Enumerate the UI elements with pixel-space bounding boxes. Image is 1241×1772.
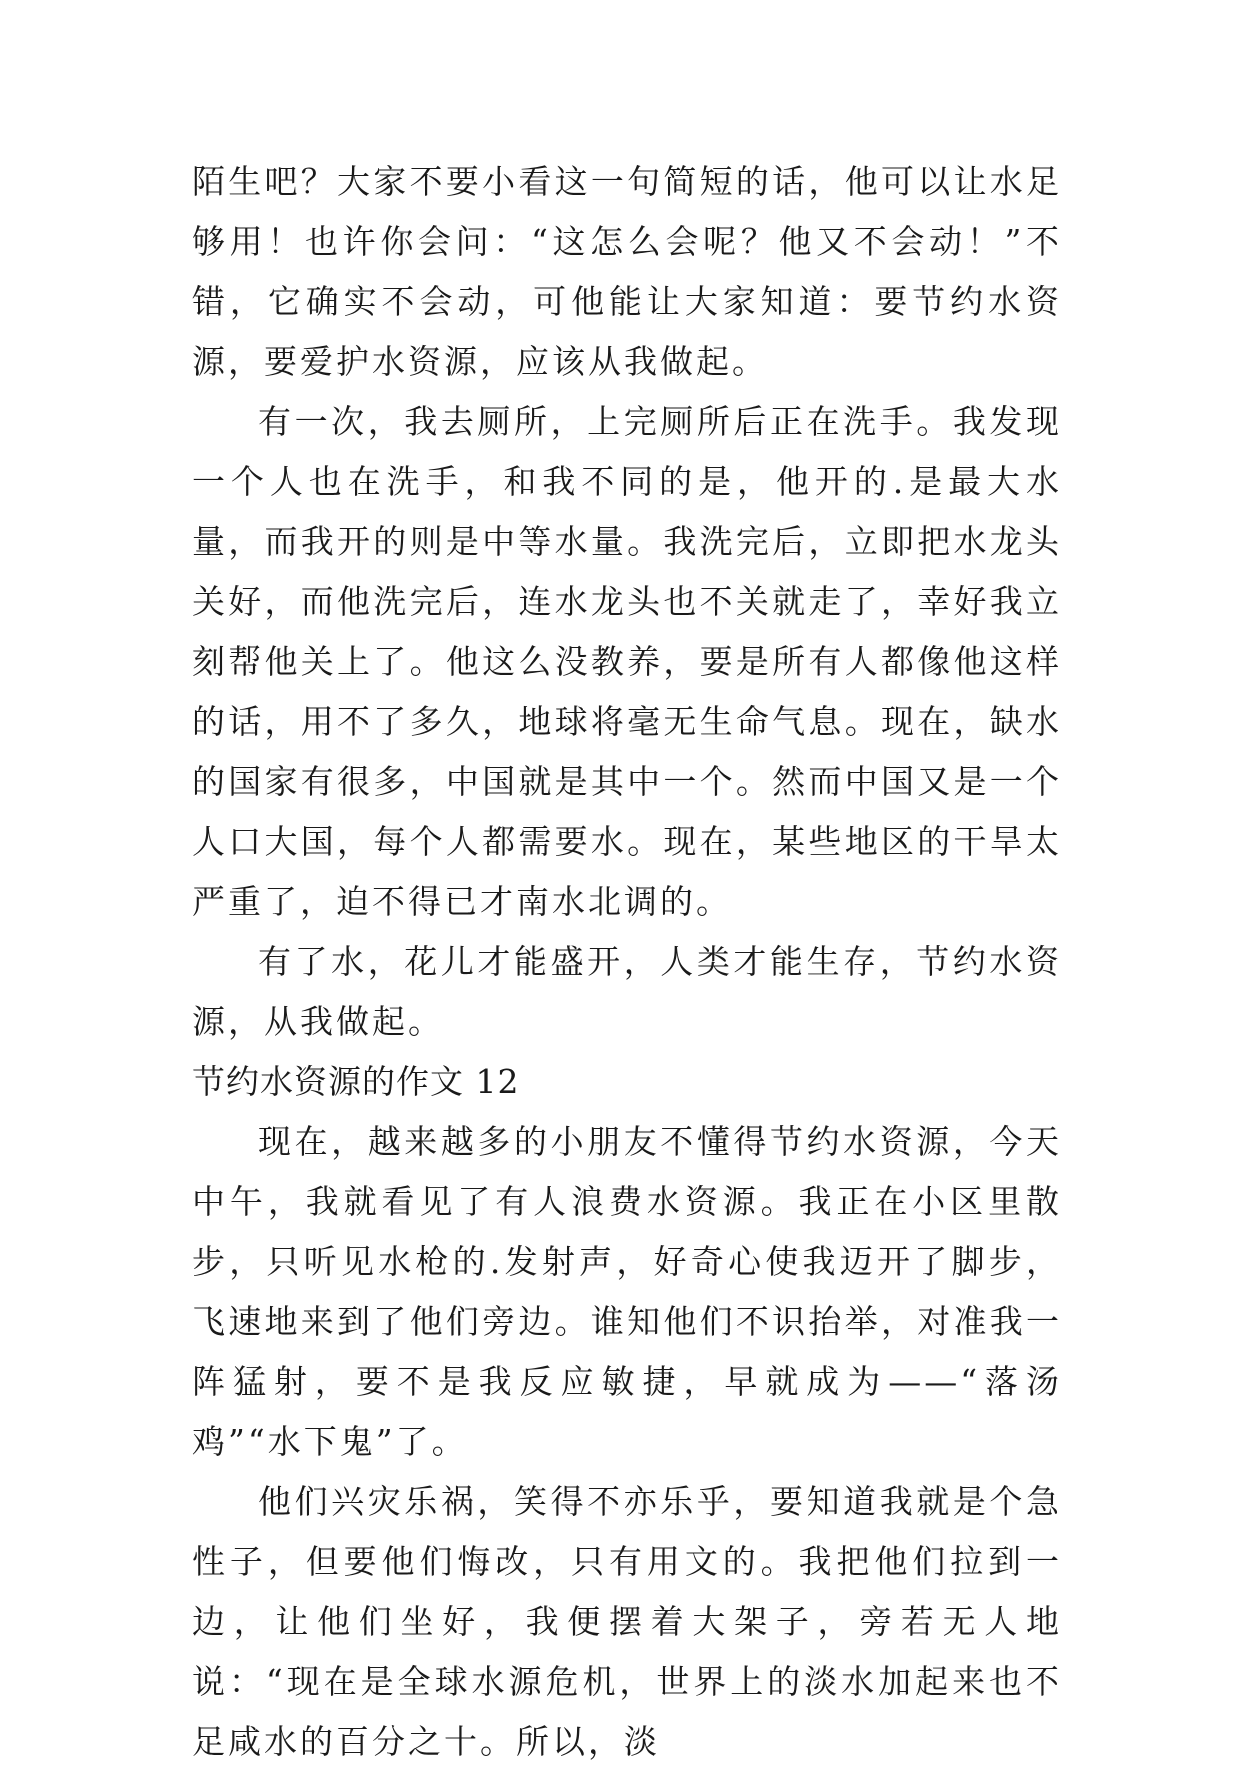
document-body <box>192 152 1062 1772</box>
paragraph-3: 有了水，花儿才能盛开，人类才能生存，节约水资源，从我做起。 <box>192 942 1062 1041</box>
section-heading: 节约水资源的作文 12 <box>192 1062 520 1101</box>
paragraph-2: 有一次，我去厕所，上完厕所后正在洗手。我发现一个人也在洗手，和我不同的是，他开的.是最大水量，而我开的则是中等水量。我洗完后，立即把水龙头关好，而他洗完后，连水龙头也不关就走了，幸好我立刻帮他关上了。他这么没教养，要是所有人都像他这样的话，用不了多久，地球将毫无生命气息。现在，缺水的国家有很多，中国就是其中一个。然而中国又是一个人口大国，每个人都需要水。现在，某些地区的干旱太严重了，迫不得已才南水北调的。 <box>192 402 1062 921</box>
paragraph-5: 他们兴灾乐祸，笑得不亦乐乎，要知道我就是个急性子，但要他们悔改，只有用文的。我把他们拉到一边，让他们坐好，我便摆着大架子，旁若无人地说：“现在是全球水源危机，世界上的淡水加起来也不足咸水的百分之十。所以，淡 <box>192 1482 1062 1761</box>
paragraph-4: 现在，越来越多的小朋友不懂得节约水资源，今天中午，我就看见了有人浪费水资源。我正在小区里散步，只听见水枪的.发射声，好奇心使我迈开了脚步，飞速地来到了他们旁边。谁知他们不识抬举，对准我一阵猛射，要不是我反应敏捷，早就成为——“落汤鸡”“水下鬼”了。 <box>192 1122 1062 1461</box>
paragraph-1: 陌生吧？大家不要小看这一句简短的话，他可以让水足够用！也许你会问：“这怎么会呢？他又不会动！”不错，它确实不会动，可他能让大家知道：要节约水资源，要爱护水资源，应该从我做起。 <box>192 162 1062 381</box>
